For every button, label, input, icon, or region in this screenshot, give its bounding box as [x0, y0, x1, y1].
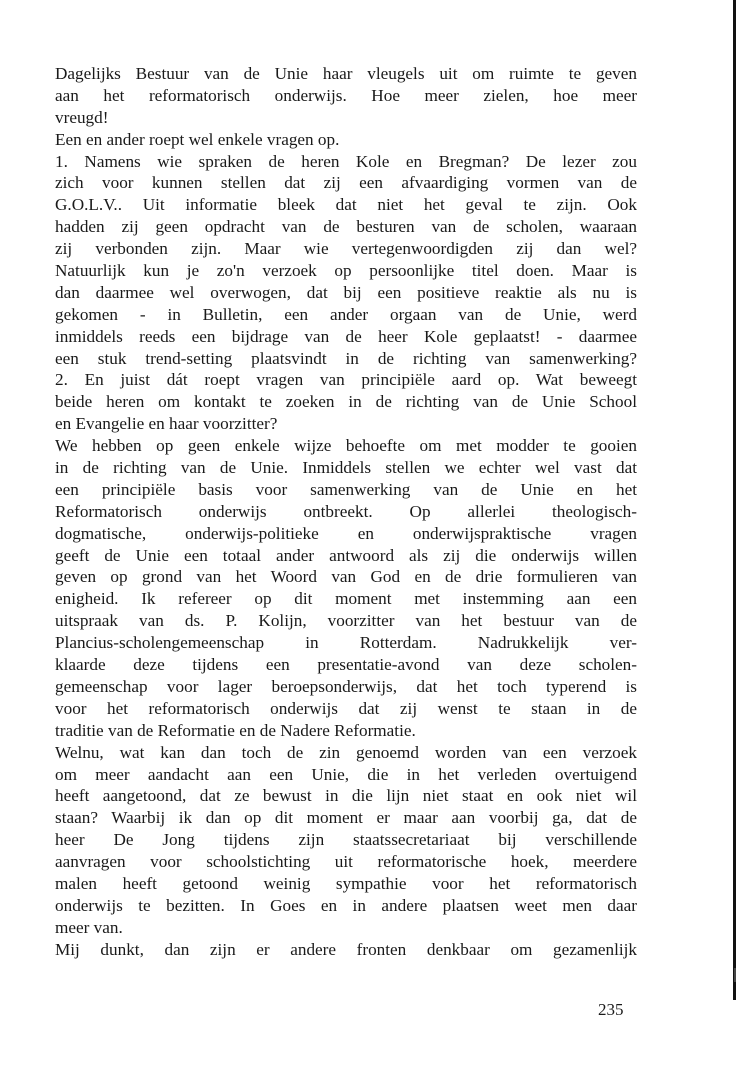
text-line: enigheid. Ik refereer op dit moment met instemming aan een: [55, 589, 637, 609]
text-line: Een en ander roept wel enkele vragen op.: [55, 129, 340, 149]
text-line: Mij dunkt, dan zijn er andere fronten denkbaar om gezamenlijk: [55, 939, 637, 959]
text-line: Natuurlijk kun je zo'n verzoek op persoonlijke titel doen. Maar is: [55, 261, 637, 281]
text-line: meer van.: [55, 917, 123, 937]
text-line: hadden zij geen opdracht van de besturen van de scholen, waaraan: [55, 217, 637, 237]
text-line: vreugd!: [55, 107, 109, 127]
text-line: Dagelijks Bestuur van de Unie haar vleugels uit om ruimte te geven: [55, 64, 637, 83]
text-line: beide heren om kontakt te zoeken in de richting van de Unie School: [55, 392, 637, 412]
text-line: heeft aangetoond, dat ze bewust in die lijn niet staat en ook niet wil: [55, 786, 637, 806]
page-edge-tick: [734, 968, 736, 982]
text-line: Welnu, wat kan dan toch de zin genoemd worden van een verzoek: [55, 742, 637, 762]
text-line: zich voor kunnen stellen dat zij een afvaardiging vormen van de: [55, 173, 637, 193]
text-line: gekomen - in Bulletin, een ander orgaan van de Unie, werd: [55, 304, 637, 324]
text-line: en Evangelie en haar voorzitter?: [55, 414, 278, 434]
text-line: geeft de Unie een totaal ander antwoord als zij die onderwijs willen: [55, 545, 637, 565]
text-line: inmiddels reeds een bijdrage van de heer Kole geplaatst! - daarmee: [55, 326, 637, 346]
text-line: Plancius-scholengemeenschap in Rotterdam. Nadrukkelijk ver-: [55, 633, 637, 653]
page-number: 235: [598, 1000, 624, 1019]
text-line: gemeenschap voor lager beroepsonderwijs, dat het toch typerend is: [55, 676, 637, 696]
body-text: [55, 63, 637, 961]
text-line: zij verbonden zijn. Maar wie vertegenwoordigden zij dan wel?: [55, 239, 637, 259]
text-line: traditie van de Reformatie en de Nadere Reformatie.: [55, 720, 416, 740]
text-line: in de richting van de Unie. Inmiddels stellen we echter wel vast dat: [55, 458, 637, 478]
text-line: dan daarmee wel overwogen, dat bij een positieve reaktie als nu is: [55, 282, 637, 302]
text-line: G.O.L.V.. Uit informatie bleek dat niet het geval te zijn. Ook: [55, 195, 637, 215]
text-line: heer De Jong tijdens zijn staatssecretariaat bij verschillende: [55, 830, 637, 850]
text-line: dogmatische, onderwijs-politieke en onderwijspraktische vragen: [55, 523, 637, 543]
text-line: uitspraak van ds. P. Kolijn, voorzitter van het bestuur van de: [55, 611, 637, 631]
text-line: om meer aandacht aan een Unie, die in het verleden overtuigend: [55, 764, 637, 784]
text-line: 2. En juist dát roept vragen van principiële aard op. Wat beweegt: [55, 370, 637, 390]
text-line: 1. Namens wie spraken de heren Kole en Bregman? De lezer zou: [55, 151, 637, 171]
text-line: staan? Waarbij ik dan op dit moment er maar aan voorbij ga, dat de: [55, 808, 637, 828]
text-line: onderwijs te bezitten. In Goes en in andere plaatsen weet men daar: [55, 895, 637, 915]
text-line: We hebben op geen enkele wijze behoefte om met modder te gooien: [55, 436, 637, 456]
text-line: klaarde deze tijdens een presentatie-avond van deze scholen-: [55, 655, 637, 675]
text-line: aan het reformatorisch onderwijs. Hoe meer zielen, hoe meer: [55, 85, 637, 105]
text-line: een stuk trend-setting plaatsvindt in de richting van samenwerking?: [55, 348, 637, 368]
text-line: aanvragen voor schoolstichting uit reformatorische hoek, meerdere: [55, 852, 637, 872]
page-edge-line: [733, 0, 736, 1000]
text-line: Reformatorisch onderwijs ontbreekt. Op allerlei theologisch-: [55, 501, 637, 521]
text-line: geven op grond van het Woord van God en de drie formulieren van: [55, 567, 637, 587]
text-line: een principiële basis voor samenwerking van de Unie en het: [55, 479, 637, 499]
text-line: malen heeft getoond weinig sympathie voor het reformatorisch: [55, 873, 637, 893]
text-line: voor het reformatorisch onderwijs dat zij wenst te staan in de: [55, 698, 637, 718]
